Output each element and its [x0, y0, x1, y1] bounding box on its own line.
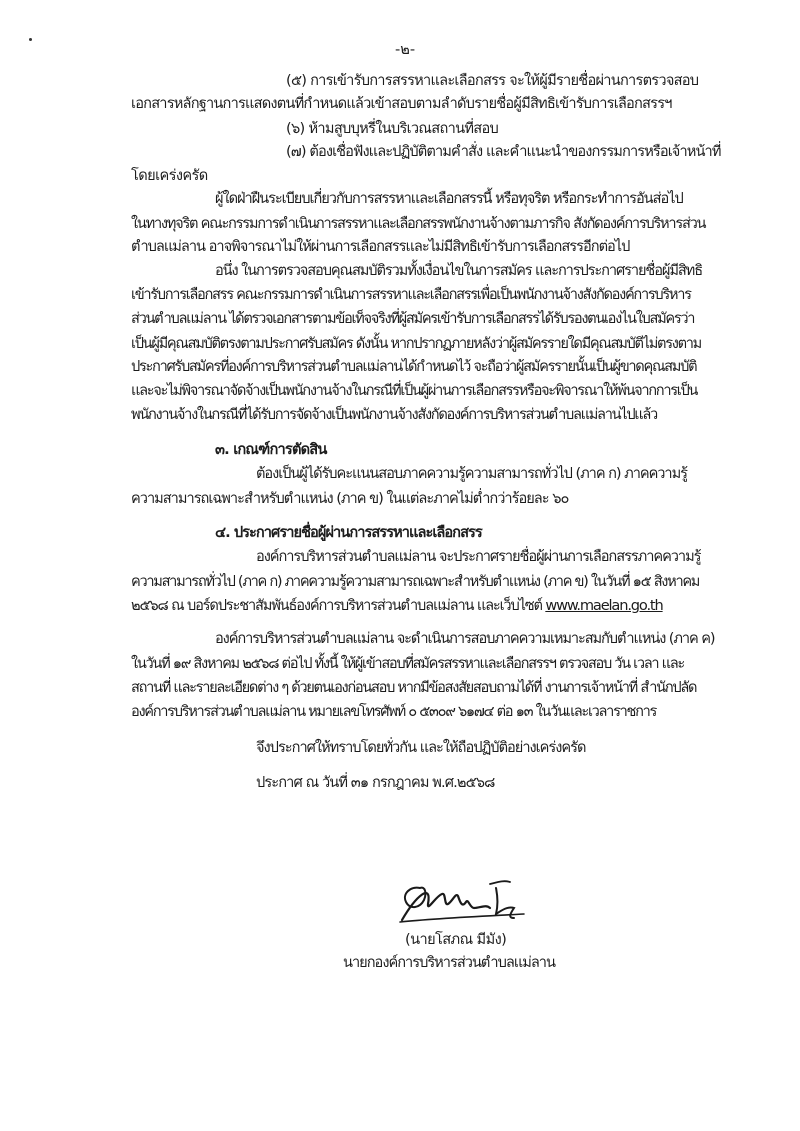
eligibility-paragraph-line-6: และจะไม่พิจารณาจัดจ้างเป็นพนักงานจ้างในกรณีที่เป็นผู้ผ่านการเลือกสรรหรือจะพิจารณาให้พ้นจากการเป็น: [131, 382, 698, 399]
rule-5-line-2: เอกสารหลักฐานการแสดงตนที่กำหนดแล้วเข้าสอบตามลำดับรายชื่อผู้มีสิทธิเข้ารับการเลือกสรรฯ: [131, 95, 672, 112]
page-number: -๒-: [395, 41, 416, 58]
eligibility-paragraph-line-1: อนึ่ง ในการตรวจสอบคุณสมบัติรวมทั้งเงื่อนไขในการสมัคร และการประกาศรายชื่อผู้มีสิทธิ: [215, 262, 703, 279]
rule-7-line-2: โดยเคร่งครัด: [131, 167, 208, 184]
criteria-line-1: ต้องเป็นผู้ได้รับคะแนนสอบภาคความรู้ความสามารถทั่วไป (ภาค ก) ภาคความรู้: [256, 465, 687, 482]
exam-paragraph-line-4: องค์การบริหารส่วนตำบลแม่ลาน หมายเลขโทรศัพท์ ๐ ๕๓๐๙ ๖๑๗๔ ต่อ ๑๓ ในวันและเวลาราชการ: [131, 703, 657, 720]
signature-icon: [398, 874, 528, 928]
violation-paragraph-line-1: ผู้ใดฝ่าฝืนระเบียบเกี่ยวกับการสรรหาและเลือกสรรนี้ หรือทุจริต หรือกระทำการอันส่อไป: [215, 190, 683, 207]
signer-title: นายกองค์การบริหารส่วนตำบลแม่ลาน: [343, 954, 555, 971]
closing-statement: จึงประกาศให้ทราบโดยทั่วกัน และให้ถือปฏิบัติอย่างเคร่งครัด: [256, 739, 586, 756]
announcement-line-1: องค์การบริหารส่วนตำบลแม่ลาน จะประกาศรายชื่อผู้ผ่านการเลือกสรรภาคความรู้: [256, 548, 701, 565]
signer-name: (นายโสภณ มีมัง): [405, 931, 507, 948]
violation-paragraph-line-3: ตำบลแม่ลาน อาจพิจารณาไม่ให้ผ่านการเลือกสรรและไม่มีสิทธิเข้ารับการเลือกสรรอีกต่อไป: [131, 238, 630, 255]
announcement-line-2: ความสามารถทั่วไป (ภาค ก) ภาคความรู้ความสามารถเฉพาะสำหรับตำแหน่ง (ภาค ข) ในวันที่ ๑๕ สิงหาคม: [131, 573, 700, 590]
section-4-heading: ๔. ประกาศรายชื่อผู้ผ่านการสรรหาและเลือกสรร: [215, 524, 482, 541]
section-3-heading: ๓. เกณฑ์การตัดสิน: [215, 441, 327, 458]
rule-5-line-1: (๕) การเข้ารับการสรรหาและเลือกสรร จะให้ผู้มีรายชื่อผ่านการตรวจสอบ: [286, 72, 699, 89]
rule-6: (๖) ห้ามสูบบุหรี่ในบริเวณสถานที่สอบ: [286, 120, 499, 137]
rule-7-line-1: (๗) ต้องเชื่อฟังและปฏิบัติตามคำสั่ง และคำแนะนำของกรรมการหรือเจ้าหน้าที่: [286, 143, 721, 160]
eligibility-paragraph-line-4: เป็นผู้มีคุณสมบัติตรงตามประกาศรับสมัคร ดังนั้น หากปรากฏภายหลังว่าผู้สมัครรายใดมีคุณสมบัติไม่ตรงตาม: [131, 335, 701, 352]
exam-paragraph-line-3: สถานที่ และรายละเอียดต่าง ๆ ด้วยตนเองก่อนสอบ หากมีข้อสงสัยสอบถามได้ที่ งานการเจ้าหน้าที่ สำนักปลัด: [131, 679, 697, 696]
criteria-line-2: ความสามารถเฉพาะสำหรับตำแหน่ง (ภาค ข) ในแต่ละภาคไม่ต่ำกว่าร้อยละ ๖๐: [131, 490, 569, 507]
website-link[interactable]: www.maelan.go.th: [545, 597, 663, 614]
announcement-line-3: [131, 596, 663, 616]
exam-paragraph-line-1: องค์การบริหารส่วนตำบลแม่ลาน จะดำเนินการสอบภาคความเหมาะสมกับตำแหน่ง (ภาค ค): [215, 630, 715, 647]
eligibility-paragraph-line-7: พนักงานจ้างในกรณีที่ได้รับการจัดจ้างเป็นพนักงานจ้างสังกัดองค์การบริหารส่วนตำบลแม่ลานไปแล้ว: [131, 406, 657, 423]
violation-paragraph-line-2: ในทางทุจริต คณะกรรมการดำเนินการสรรหาและเลือกสรรพนักงานจ้างตามภารกิจ สังกัดองค์การบริหารส่วน: [131, 215, 706, 232]
eligibility-paragraph-line-3: ส่วนตำบลแม่ลาน ได้ตรวจเอกสารตามข้อเท็จจริงที่ผู้สมัครเข้ารับการเลือกสรรได้รับรองตนเองไนใบสมัครว่า: [131, 310, 695, 327]
exam-paragraph-line-2: ในวันที่ ๑๙ สิงหาคม ๒๕๖๘ ต่อไป ทั้งนี้ ให้ผู้เข้าสอบที่สมัครสรรหาและเลือกสรรฯ ตรวจสอบ วัน เวลา และ: [131, 655, 684, 672]
eligibility-paragraph-line-2: เข้ารับการเลือกสรร คณะกรรมการดำเนินการสรรหาและเลือกสรรเพื่อเป็นพนักงานจ้างสังกัดองค์การบริหาร: [131, 286, 691, 303]
announcement-date: ประกาศ ณ วันที่ ๓๑ กรกฎาคม พ.ศ.๒๕๖๘: [256, 774, 495, 791]
eligibility-paragraph-line-5: ประกาศรับสมัครที่องค์การบริหารส่วนตำบลแม่ลานได้กำหนดไว้ จะถือว่าผู้สมัครรายนั้นเป็นผู้ขาดคุณสมบัติ: [131, 358, 697, 375]
scan-speck: [29, 38, 32, 41]
announcement-line-3-text: ๒๕๖๘ ณ บอร์ดประชาสัมพันธ์องค์การบริหารส่วนตำบลแม่ลาน และเว็บไซต์: [131, 597, 546, 614]
